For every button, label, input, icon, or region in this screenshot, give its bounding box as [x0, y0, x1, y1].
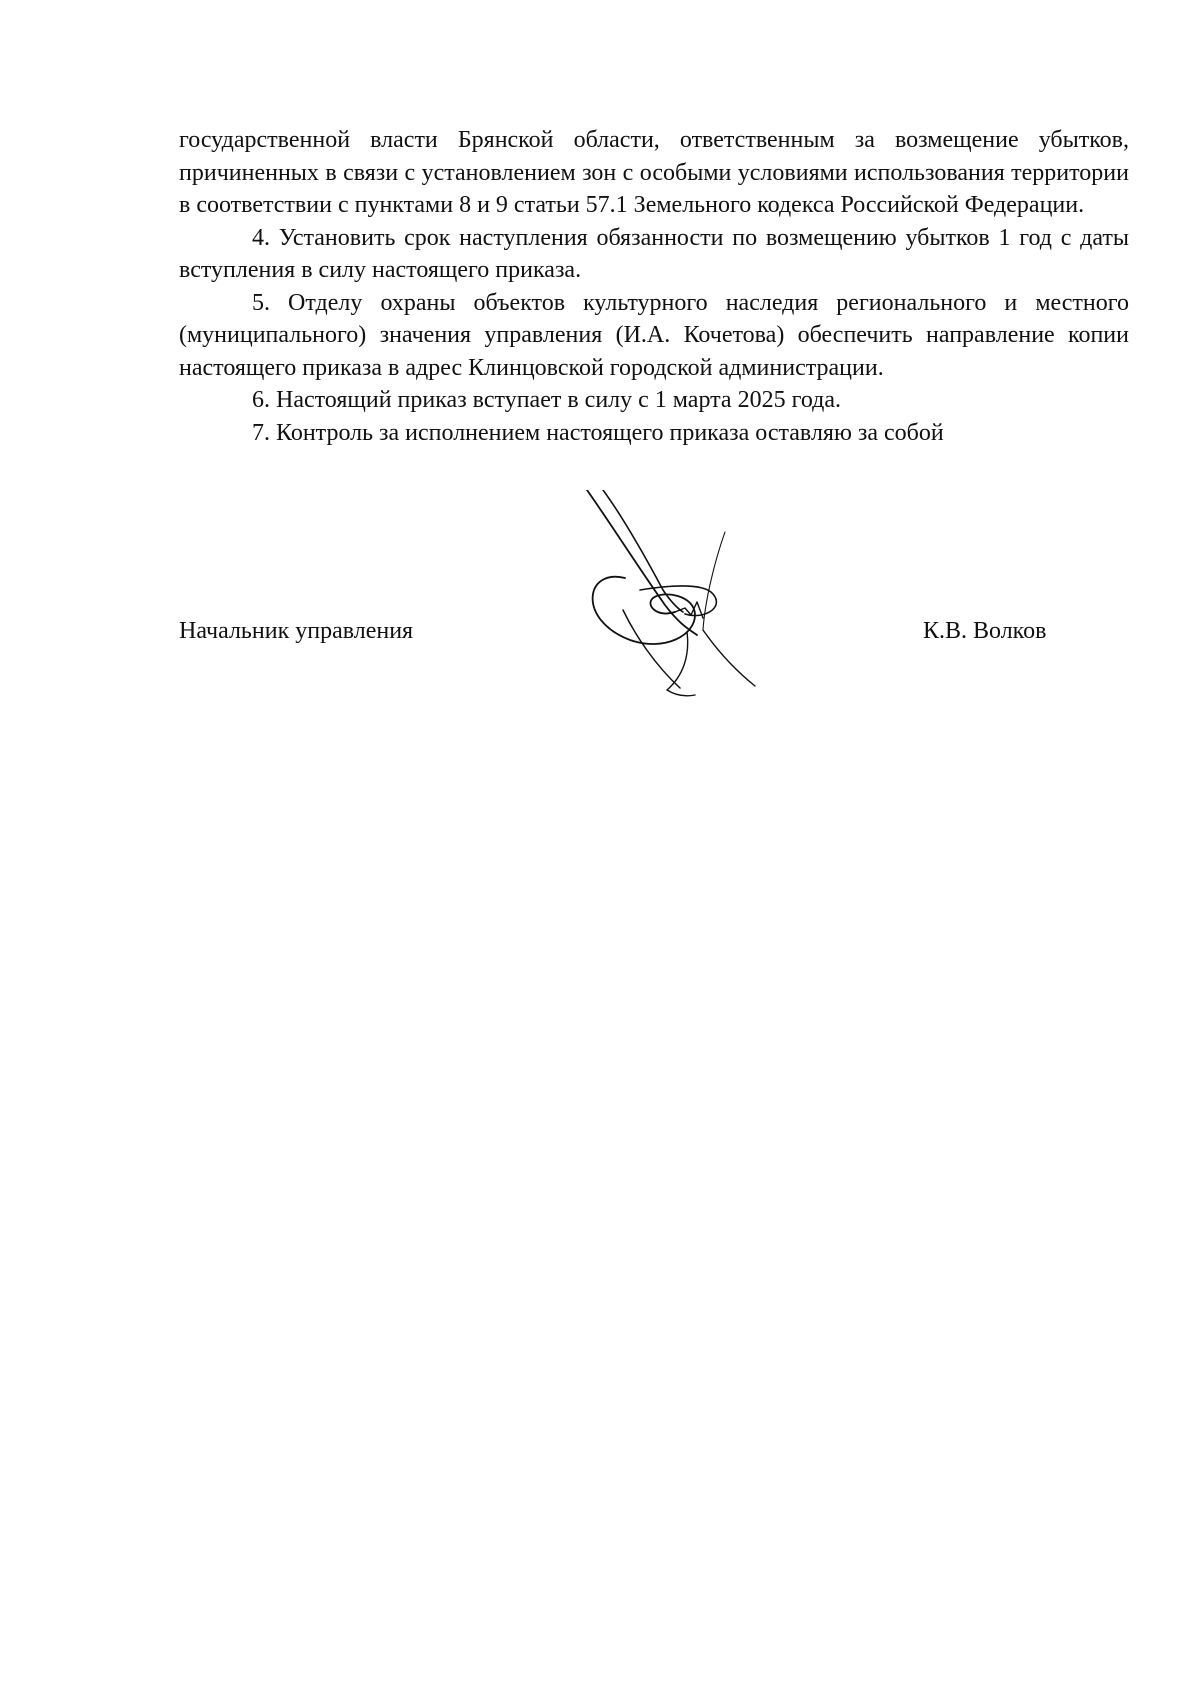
paragraph-continuation: государственной власти Брянской области, ответственным за возмещение убытков, причиненных в связи с установлением зон с особыми условиями использования территории в соответствии с пунктами 8 и 9 статьи 57.1 Земельного кодекса Российской Федерации. — [179, 127, 1129, 218]
document-body — [179, 124, 1129, 449]
handwritten-signature — [585, 490, 785, 720]
paragraph-item-6: 6. Настоящий приказ вступает в силу с 1 марта 2025 года. — [252, 387, 841, 413]
paragraph-item-7: 7. Контроль за исполнением настоящего приказа оставляю за собой — [252, 419, 944, 446]
signer-name: К.В. Волков — [923, 618, 1047, 644]
paragraph-item-4: 4. Установить срок наступления обязанности по возмещению убытков 1 год с даты вступления в силу настоящего приказа. — [179, 224, 1129, 283]
signer-position-title: Начальник управления — [179, 618, 414, 644]
paragraph-item-5: 5. Отделу охраны объектов культурного наследия регионального и местного (муниципального) значения управления (И.А. Кочетова) обеспечить направление копии настоящего приказа в адрес Клинцовской городской администрации. — [179, 289, 1129, 381]
